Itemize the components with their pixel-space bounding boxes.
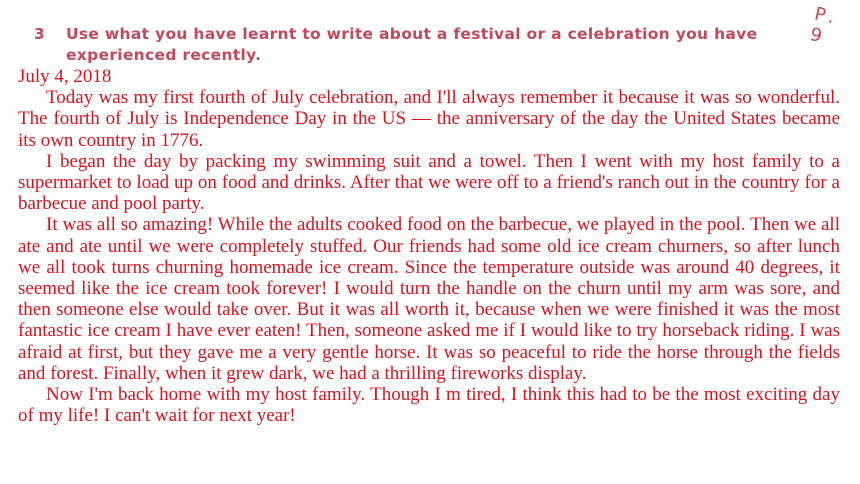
essay-paragraph-1: Today was my first fourth of July celebration, and I'll always remember it because it was so wonderful. The fourth of July is Independence Day in the US — the anniversary of the day the United States became its own country in 1776. (18, 87, 840, 151)
essay-body (18, 66, 840, 426)
task-instruction: Use what you have learnt to write about a festival or a celebration you have experienced recently. (66, 25, 758, 64)
task-prompt (34, 24, 804, 66)
page-number-annotation: P. 9 (808, 3, 843, 49)
essay-paragraph-3: It was all so amazing! While the adults cooked food on the barbecue, we played in the pool. Then we all ate and ate until we were completely stuffed. Our friends had some old ice cream churners, so after lunch we all took turns churning homemade ice cream. Since the temperature outside was around 40 degrees, it seemed like the ice cream took forever! I would turn the handle on the churn until my arm was sore, and then someone else would take over. But it was all worth it, because when we were finished it was the most fantastic ice cream I have ever eaten! Then, someone asked me if I would like to try horseback riding. I was afraid at first, but they gave me a very gentle horse. It was so peaceful to ride the horse through the fields and forest. Finally, when it grew dark, we had a thrilling fireworks display. (18, 214, 840, 384)
essay-date: July 4, 2018 (18, 66, 112, 87)
essay-paragraph-4: Now I'm back home with my host family. Though I m tired, I think this had to be the most exciting day of my life! I can't wait for next year! (18, 384, 840, 427)
task-number: 3 (34, 25, 46, 43)
essay-paragraph-2: I began the day by packing my swimming suit and a towel. Then I went with my host family to a supermarket to load up on food and drinks. After that we were off to a friend's ranch out in the country for a barbecue and pool party. (18, 150, 840, 215)
